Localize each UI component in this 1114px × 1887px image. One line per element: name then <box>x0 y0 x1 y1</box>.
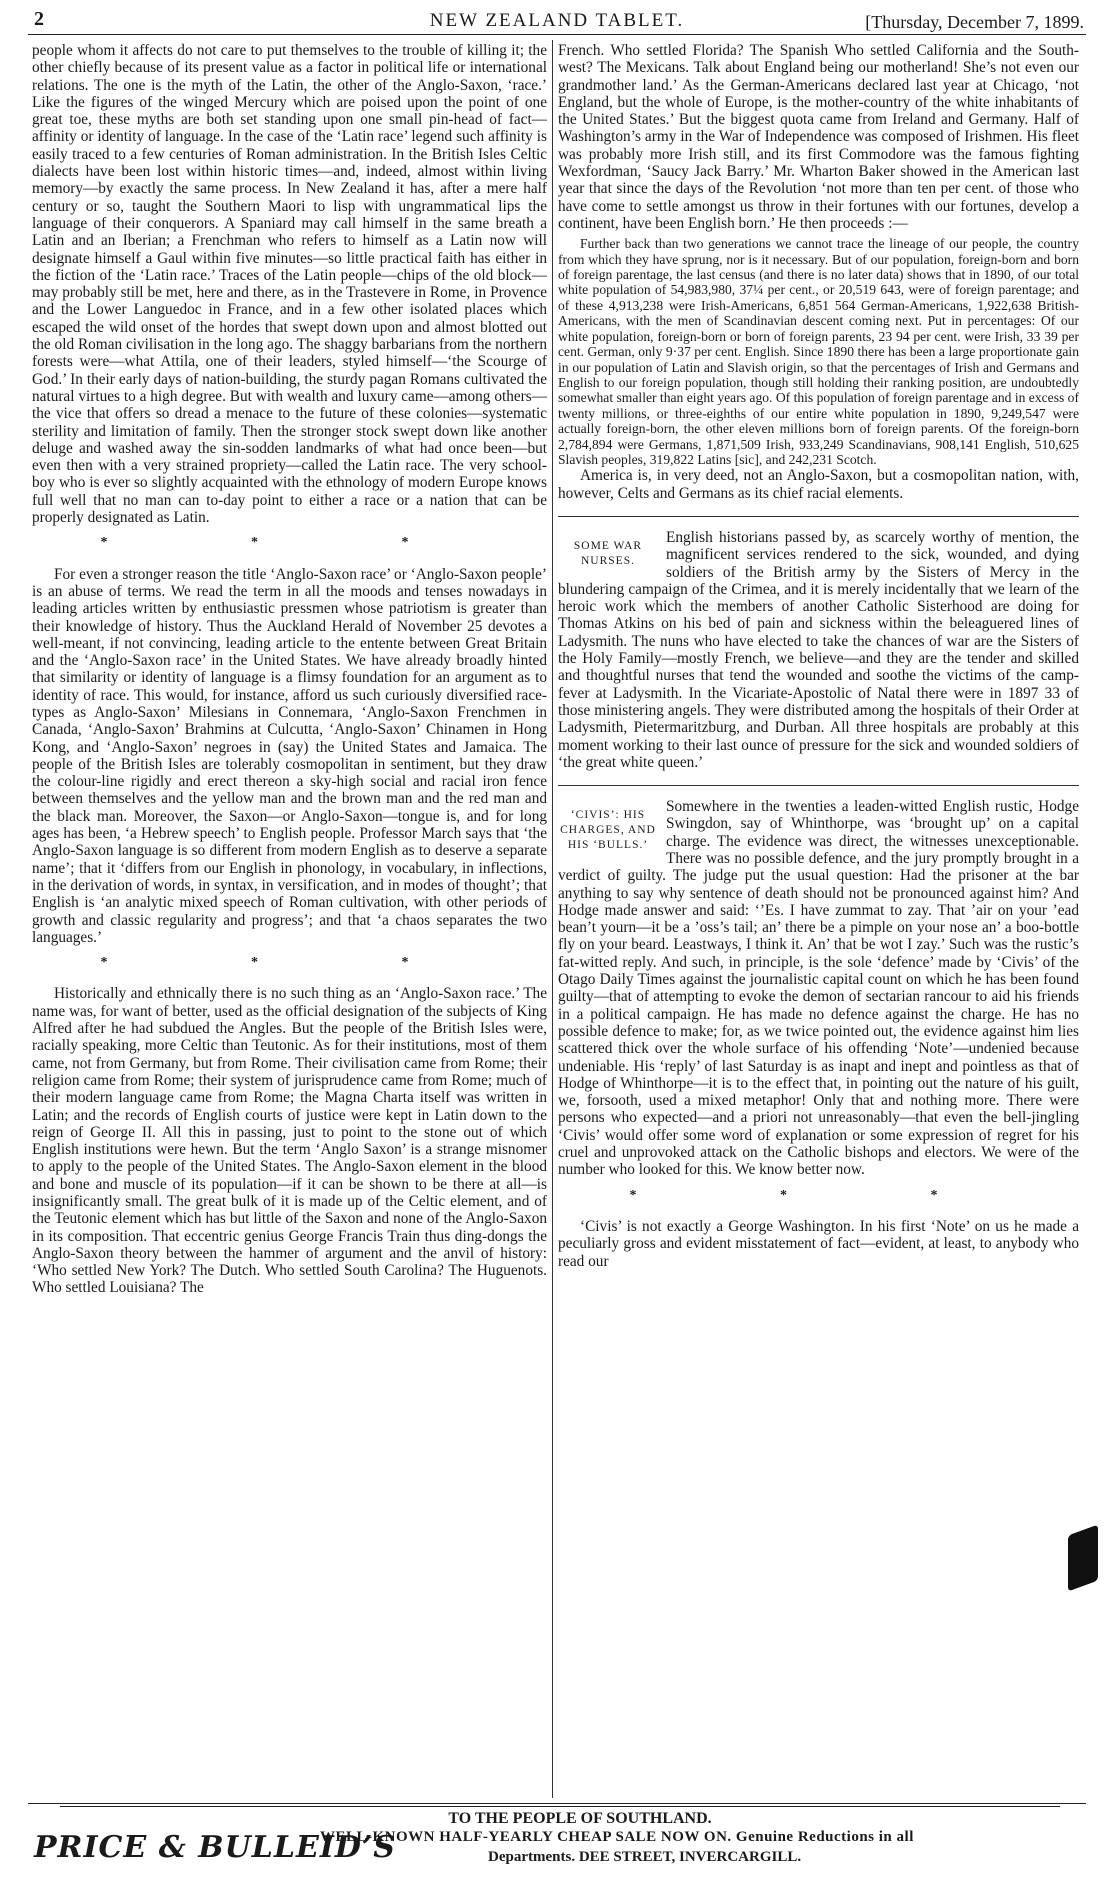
issue-date: [Thursday, December 7, 1899. <box>865 12 1084 32</box>
footer-rule <box>28 1803 1086 1804</box>
page-header <box>28 6 1086 35</box>
article-paragraph: English historians passed by, as scarcely worthy of mention, the magnificent services rendered to the sick, wounded, and dying soldiers of the British army by the Sisters of Mercy in the blundering campaign of the Crimea, and it is merely incidentally that we learn of the heroic work which the members of another Catholic Sisterhood are doing for Thomas Atkins on his bed of pain and sickness within the beleaguered lines of Ladysmith. The nuns who have elected to take the chances of war are the Sisters of the Holy Family—mostly French, we believe—and they are the tender and skilled and thoughtful nurses that tend the wounded and soothe the victims of the camp-fever at Ladysmith. In the Vicariate-Apostolic of Natal there were in 1897 33 of those ministering angels. They were distributed among the hospitals of their Order at Ladysmith, Pietermaritzburg, and Durban. All three hospitals are probably at this moment working to their last ounce of pressure for the sick and wounded soldiers of ‘the great white queen.’ <box>558 528 1079 771</box>
publication-title: NEW ZEALAND TABLET. <box>429 10 685 31</box>
advert-text: WELL-KNOWN HALF-YEARLY CHEAP SALE NOW ON. Genuine Reductions in all <box>320 1829 914 1845</box>
section-break: * * * <box>100 535 479 551</box>
section-break: * * * <box>100 955 479 971</box>
article-paragraph: ‘Civis’ is not exactly a George Washington. In his first ‘Note’ on us he made a peculiarly gross and evident misstatement of fact—evident, at least, to anybody who read our <box>558 1217 1079 1270</box>
article-paragraph: America is, in very deed, not an Anglo-Saxon, but a cosmopolitan nation, with, however, Celts and Germans as its chief racial elements. <box>558 467 1079 502</box>
side-heading-war-nurses: SOME WAR NURSES. <box>573 539 643 567</box>
section-rule <box>558 516 1079 517</box>
article-paragraph: Somewhere in the twenties a leaden-witted English rustic, Hodge Swingdon, say of Whinthorpe, was ‘brought up’ on a capital charge. The evidence was direct, the witnesses unexceptionable. There was no possible defence, and the jury promptly brought in a verdict of guilty. The judge put the usual question: Had the prisoner at the bar anything to say why sentence of death should not be pronounced against him? And Hodge made answer and said: ‘’Es. I have zummat to zay. That ’air on your ’ead bean’t yourn—it be a ’oss’s tail; an’ there be a pimple on your nose an’ a boo-bottle fly on your beard. Leastways, I think it. An’ that be wot I zay.’ Such was the rustic’s fat-witted reply. And such, in principle, is the sole ‘defence’ made by ‘Civis’ of the Otago Daily Times against the journalistic capital count on which he has been found guilty—that of attempting to evoke the demon of sectarian rancour to aid his friends in a political campaign. He has made no defence against the charge. He has no possible defence to make; for, as we twice pointed out, the evidence against him lies scattered thick over the whole surface of his offending ‘Note’—undenied because undeniable. His ‘reply’ of last Saturday is as inapt and inept and pointless as that of Hodge of Whinthorpe—it is to the effect that, in pointing out the nature of his guilt, we, forsooth, used a mixed metaphor! Only that and nothing more. There were persons who expected—and a priori not unreasonably—that even the bell-jingling ‘Civis’ would offer some word of explanation or some expression of regret for his cruel and unprovoked attack on the Catholic bishops and electors. We were of the number who looked for this. We know better now. <box>558 798 1079 1179</box>
advertiser-brand: PRICE & BULLEID’S <box>34 1830 396 1865</box>
footer-rule-inner <box>60 1806 1060 1807</box>
section-rule <box>558 785 1079 786</box>
article-paragraph: Historically and ethnically there is no such thing as an ‘Anglo-Saxon race.’ The name was, for want of better, used as the official designation of the subjects of King Alfred after he had subdued the Angles. But the people of the British Isles were, racially speaking, more Celtic than Teutonic. As for their institutions, most of them came, not from Germany, but from Rome. Their civilisation came from Rome; their religion came from Rome; their system of jurisprudence came from Rome; much of their modern language came from Rome; the Magna Charta itself was written in Latin; and the records of English courts of justice were kept in Latin down to the reign of George II. All this in passing, just to point to the stone out of which English institutions were hewn. But the term ‘Anglo Saxon’ is a strange misnomer to apply to the people of the United States. The Anglo-Saxon element in the blood and bone and muscle of its population—if it can be shown to be there at all—is insignificantly small. The great bulk of it is made up of the Celtic element, and of the Teutonic element which has but little of the Saxon and none of the Anglo-Saxon in its composition. That eccentric genius George Francis Train thus ding-dongs the Anglo-Saxon theory between the hammer of argument and the anvil of history: ‘Who settled New York? The Dutch. Who settled South Carolina? The Huguenots. Who settled Louisiana? The <box>32 985 547 1297</box>
advert-headline: TO THE PEOPLE OF SOUTHLAND. <box>448 1810 712 1827</box>
ink-blot <box>1068 1525 1098 1592</box>
page-number: 2 <box>34 8 44 30</box>
side-heading-civis: ‘CIVIS’: HIS CHARGES, AND HIS ‘BULLS.’ <box>560 809 656 852</box>
article-paragraph: people whom it affects do not care to put themselves to the trouble of killing it; the other chiefly because of its present value as a factor in political life or international relations. The one is the myth of the Latin, the other of the Anglo-Saxon, ‘race.’ Like the figures of the winged Mercury which are poised upon the point of one great toe, these myths are both set standing upon one small pin-head of fact—affinity or identity of language. In the case of the ‘Latin race’ legend such affinity is easily traced to a few centuries of Roman administration. In the British Isles Celtic dialects have been lost within historic times—and, indeed, almost within living memory—by exactly the same process. In New Zealand it has, after a mere half century or so, taught the Southern Maori to lisp with ungrammatical lips the language of their conquerors. A Spaniard may call himself in the same breath a Latin and an Iberian; a Frenchman who refers to himself as a Latin now will designate himself a Gaul within five minutes—so little practical faith has either in the fiction of the ‘Latin race.’ Traces of the Latin people—chips of the old block—may probably still be met, here and there, as in the Trastevere in Rome, in Provence and the Lower Languedoc in France, and in a few other isolated places which escaped the wild onset of the hordes that swept down upon and almost blotted out the old Roman civilisation in the long ago. The shaggy barbarians from the northern forests were—what Attila, one of their leaders, styled himself—‘the Scourge of God.’ In their early days of nation-building, the sturdy pagan Romans cultivated the natural virtues to a high degree. But with wealth and luxury came—among others—the vice that offers so dread a menace to the future of these colonies—systematic sterility and limitation of family. Then the stronger stock swept down like another deluge and washed away the sin-sodden landmarks of what had once been—but even then with a very strained propriety—called the Latin race. The very school-boy who is ever so slightly acquainted with the ethnology of modern Europe knows full well that no man can to-day point to either a race or a nation that can be properly designated as Latin. <box>32 42 547 527</box>
column-divider <box>552 40 553 1798</box>
right-column <box>558 42 1079 1797</box>
left-column <box>32 42 547 1797</box>
census-quotation: Further back than two generations we cannot trace the lineage of our people, the country from which they have sprung, nor is it necessary. But of our population, foreign-born and born of foreign parentage, the last census (and there is no later data) shows that in 1890, of our total white population of 54,983,980, 37¼ per cent., or 20,519 643, were of foreign parentage; and of these 4,913,238 were Irish-Americans, 6,851 564 German-Americans, 1,922,638 British-Americans, with the men of Scandinavian descent coming next. Put in percentages: Of our white population, foreign-born or born of foreign parents, 23 94 per cent. were Irish, 33 39 per cent. German, only 9·37 per cent. English. Since 1890 there has been a large proportionate gain in our population of Latin and Slavish origin, so that the percentages of Irish and Germans and English to our foreign population, though still holding their ranking position, are undoubtedly somewhat smaller than eight years ago. Of this population of foreign parentage and in excess of twenty millions, or three-eighths of our entire white population in 1890, 9,249,547 were actually foreign-born, the other eleven millions born of foreign parents. Of the foreign-born 2,784,894 were Germans, 1,871,509 Irish, 933,249 Scandinavians, 908,141 English, 510,625 Slavish peoples, 319,822 Latins [sic], and 242,231 Scotch. <box>558 236 1079 467</box>
section-break: * * * <box>629 1187 1008 1203</box>
advert-address: Departments. DEE STREET, INVERCARGILL. <box>488 1849 802 1865</box>
article-paragraph: French. Who settled Florida? The Spanish Who settled California and the South-west? The Mexicans. Talk about England being our motherland! She’s not even our grandmother land.’ As the German-Americans declared last year at Chicago, ‘not England, but the whole of Europe, is the mother-country of the white inhabitants of the United States.’ But the biggest quota came from Ireland and Germany. Half of Washington’s army in the War of Independence was composed of Irishmen. His fleet was probably more Irish still, and its first Commodore was the famous fighting Wexfordman, ‘Saucy Jack Barry.’ Mr. Wharton Baker showed in the American last year that since the days of the Revolution ‘not more than ten per cent. of those who have come to settle amongst us throw in their fortunes with our fortunes, develop a continent, have been English born.’ He then proceeds :— <box>558 42 1079 232</box>
article-paragraph: For even a stronger reason the title ‘Anglo-Saxon race’ or ‘Anglo-Saxon people’ is an abuse of terms. We read the term in all the moods and tenses nowadays in leading articles written by enthusiastic pressmen whose patriotism is greater than their knowledge of history. Thus the Auckland Herald of November 25 devotes a well-meant, if not convincing, leading article to the entente between Great Britain and the ‘Anglo-Saxon race’ in the United States. We have already broadly hinted that similarity or identity of language is a flimsy foundation for an argument as to identity of race. This would, for instance, afford us such curiously diversified race-types as Anglo-Saxon’ Milesians in Connemara, ‘Anglo-Saxon Frenchmen in Canada, ‘Anglo-Saxon’ Brahmins at Culcutta, ‘Anglo-Saxon’ Chinamen in Hong Kong, and ‘Anglo-Saxon’ negroes in (say) the United States and Jamaica. The people of the British Isles are tolerably cosmopolitan in sentiment, but they draw the colour-line rigidly and erect thereon a sky-high social and racial iron fence between themselves and the yellow man and the brown man and the red man and the black man. Moreover, the Saxon—or Anglo-Saxon—tongue is, and for long ages has been, ‘a Hebrew speech’ to English people. Professor March says that ‘the Anglo-Saxon language is so different from modern English as to deserve a separate name’; that it ‘differs from our English in phonology, in vocabulary, in inflections, in the derivation of words, in syntax, in versification, and in modes of thought’; that English is ‘an analytic mixed speech of Roman cultivation, with other periods of growth and classic regularity and progress’; and that ‘a chaos separates the two languages.’ <box>32 565 547 946</box>
